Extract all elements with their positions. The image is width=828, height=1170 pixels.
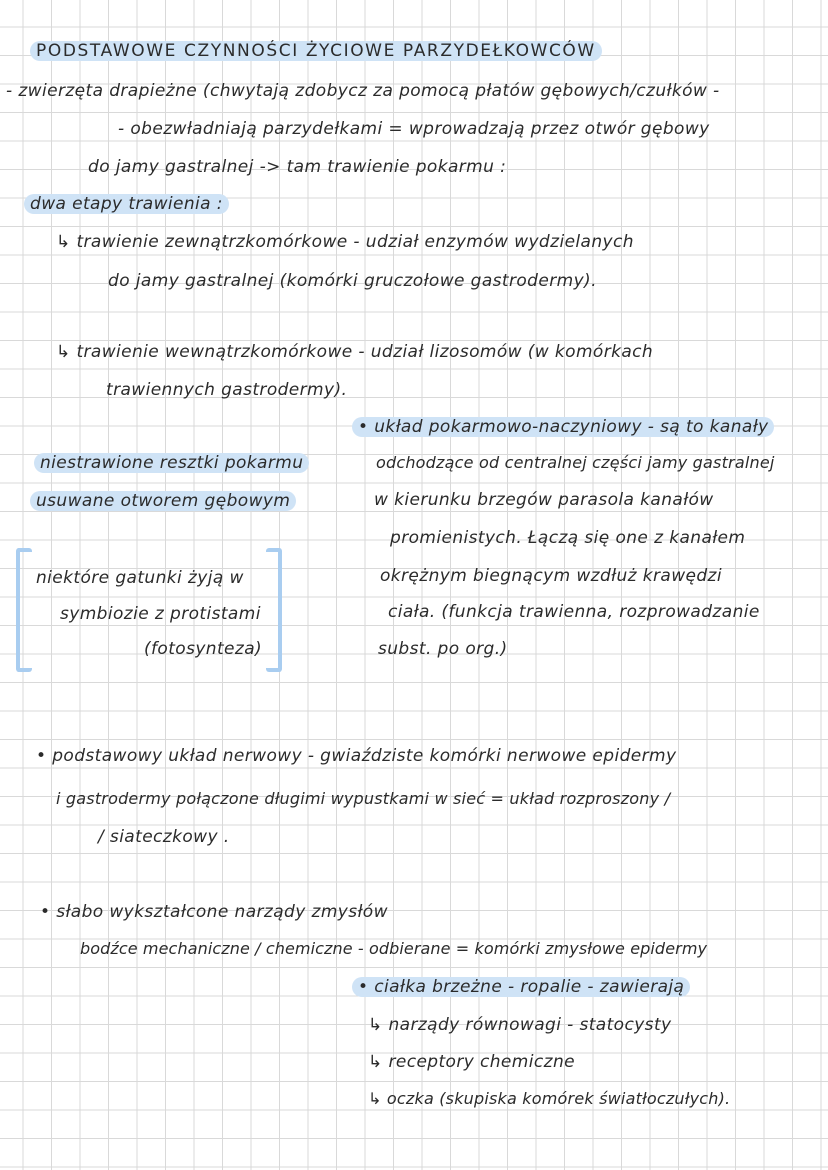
note-line: bodźce mechaniczne / chemiczne - odbierane = komórki zmysłowe epidermy (80, 939, 708, 958)
note-line: niektóre gatunki żyją w (36, 568, 244, 588)
note-line: odchodzące od centralnej części jamy gastralnej (376, 453, 775, 472)
note-line: - zwierzęta drapieżne (chwytają zdobycz za pomocą płatów gębowych/czułków - (6, 81, 720, 101)
note-line: ↳ oczka (skupiska komórek światłoczułych). (368, 1089, 731, 1108)
note-line: do jamy gastralnej -> tam trawienie pokarmu : (88, 157, 507, 177)
note-line: w kierunku brzegów parasola kanałów (374, 490, 714, 510)
note-line: okrężnym biegnącym wzdłuż krawędzi (380, 566, 722, 586)
note-line: ciała. (funkcja trawienna, rozprowadzanie (388, 602, 760, 622)
bracket-left (16, 548, 32, 672)
note-line: niestrawione resztki pokarmu (34, 452, 309, 474)
note-line: promienistych. Łączą się one z kanałem (390, 528, 746, 548)
note-line: ↳ trawienie wewnątrzkomórkowe - udział lizosomów (w komórkach (56, 342, 654, 362)
note-line: (fotosynteza) (144, 639, 263, 659)
note-line: subst. po org.) (378, 639, 508, 659)
bracket-right (266, 548, 282, 672)
note-line: symbiozie z protistami (60, 604, 261, 624)
note-line: dwa etapy trawienia : (24, 193, 229, 215)
note-line: ↳ trawienie zewnątrzkomórkowe - udział enzymów wydzielanych (56, 232, 634, 252)
note-line: • układ pokarmowo-naczyniowy - są to kanały (352, 416, 774, 438)
note-line: usuwane otworem gębowym (30, 490, 296, 512)
note-line: - obezwładniają parzydełkami = wprowadzają przez otwór gębowy (118, 119, 710, 139)
note-line: • podstawowy układ nerwowy - gwiaździste komórki nerwowe epidermy (36, 746, 677, 766)
note-line: • ciałka brzeżne - ropalie - zawierają (352, 976, 690, 998)
note-line: trawiennych gastrodermy). (106, 380, 348, 400)
note-line: • słabo wykształcone narządy zmysłów (40, 902, 388, 922)
note-line: ↳ narządy równowagi - statocysty (368, 1015, 672, 1035)
note-line: i gastrodermy połączone długimi wypustkami w sieć = układ rozproszony / (56, 789, 671, 808)
note-line: do jamy gastralnej (komórki gruczołowe gastrodermy). (108, 271, 597, 291)
note-line: / siateczkowy . (98, 827, 230, 847)
note-line: ↳ receptory chemiczne (368, 1052, 575, 1072)
page-title: PODSTAWOWE CZYNNOŚCI ŻYCIOWE PARZYDEŁKOWCÓW (30, 40, 602, 62)
